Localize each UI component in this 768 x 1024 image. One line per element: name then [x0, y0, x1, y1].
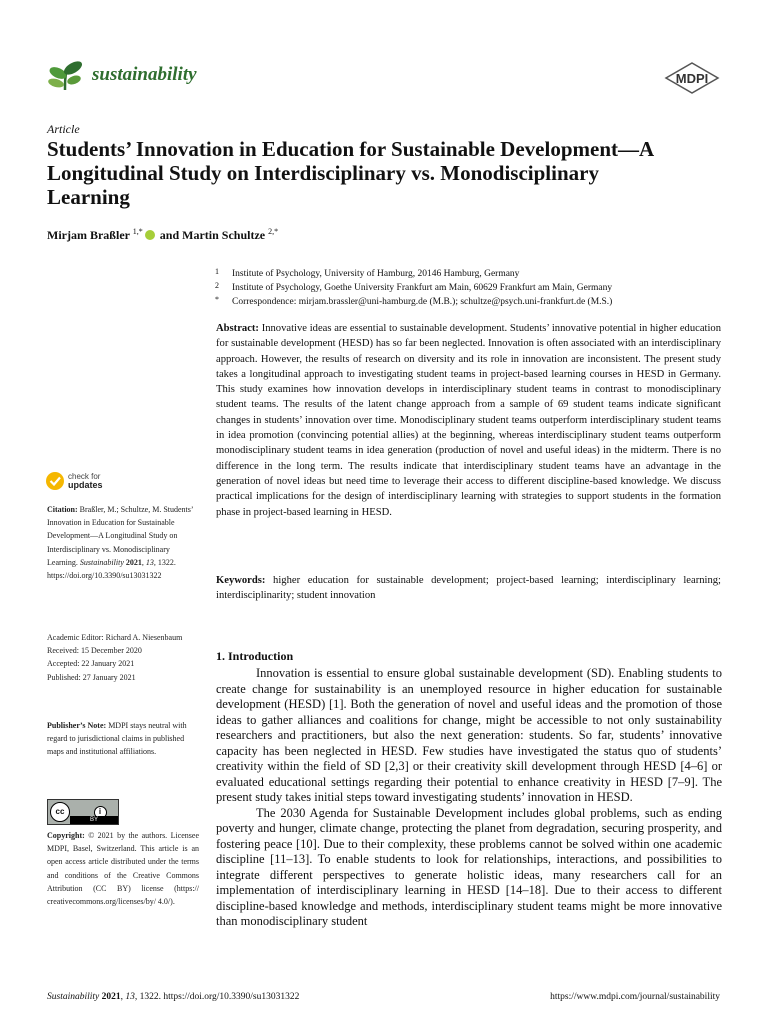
author-affiliation-mark: 2,* — [268, 227, 279, 236]
academic-editor: Academic Editor: Richard A. Niesenbaum — [47, 633, 183, 642]
author-name: Martin Schultze — [182, 228, 266, 242]
copyright-block — [47, 829, 199, 908]
publisher-note — [47, 719, 199, 759]
keywords-label: Keywords: — [216, 575, 266, 586]
received-date: Received: 15 December 2020 — [47, 646, 142, 656]
footer-volume: 13 — [125, 992, 135, 1002]
copyright-text: © 2021 by the authors. Licensee MDPI, Basel, Switzerland. This article is an open access article distributed under the terms and conditions of the Creative Commons Attribution (CC BY) license (https:// creativecommons.org/licenses/by/ 4.0/). — [47, 831, 200, 907]
publisher-note-label: Publisher’s Note: — [47, 721, 107, 730]
paragraph: Innovation is essential to ensure global sustainable development (SD). Enabling students to create change for sustainability is an unemployed resource in higher education for sustainable development (HESD) [1]. Both the generation of novel and useful ideas and the promotion of those ideas to gather alliances and coalitions for change, might be accessible to not only sustainability researchers and practitioners, but also the next generation: students. So far, students’ innovative capacity has been neglected in HESD. Few studies have investigated the status quo of students’ creativity within the field of SD [2,3] or their creativity skill development through HESD [4–6] or evaluated educational settings regarding their potential to enhance creativity in HESD [7–9]. The present study takes initial steps toward investigating students’ innovation in HESD. — [216, 666, 722, 804]
check-for-updates-icon[interactable] — [45, 469, 65, 498]
affiliation-mark: 1 — [215, 267, 219, 276]
affiliation-text: Institute of Psychology, Goethe University Frankfurt am Main, 60629 Frankfurt am Main, Germany — [232, 283, 613, 293]
article-title: Students’ Innovation in Education for Sustainable Development—A Longitudinal Study on Interdisciplinary vs. Monodisciplinary Learning — [47, 137, 653, 209]
affiliation-text: Institute of Psychology, University of Hamburg, 20146 Hamburg, Germany — [232, 269, 520, 279]
section-title: 1. Introduction — [216, 649, 294, 663]
attribution-person-icon: i — [94, 806, 107, 819]
abstract-label: Abstract: — [216, 323, 259, 334]
publisher-name: MDPI — [675, 71, 709, 86]
correspondence — [215, 293, 612, 309]
footer-journal-url[interactable]: https://www.mdpi.com/journal/sustainability — [550, 992, 720, 1002]
keywords-text: higher education for sustainable development; project-based learning; interdisciplinary learning; interdisciplinarity; student innovation — [216, 575, 721, 602]
citation-volume: 13 — [145, 557, 154, 567]
author-list — [47, 227, 278, 243]
check-line-bold: updates — [68, 480, 103, 490]
cc-circle: cc — [50, 802, 70, 822]
cc-by-label: BY — [70, 816, 118, 824]
accepted-date: Accepted: 22 January 2021 — [47, 659, 135, 669]
publisher-note-text: MDPI stays neutral with regard to jurisdictional claims in published maps and institutional affiliations. — [47, 721, 187, 757]
mdpi-logo-icon — [664, 62, 720, 101]
affiliation-mark: 2 — [215, 281, 219, 290]
keywords — [216, 573, 721, 604]
footer-citation: Sustainability 2021, 13, 1322. https://doi.org/10.3390/su13031322 — [47, 992, 300, 1002]
published-date: Published: 27 January 2021 — [47, 672, 136, 682]
author-affiliation-mark: 1,* — [132, 227, 143, 236]
citation-label: Citation: — [47, 505, 78, 514]
affiliation-mark: * — [215, 295, 219, 304]
article-type: Article — [47, 122, 80, 136]
orcid-icon[interactable] — [145, 230, 155, 240]
citation-block: Citation: Braßler, M.; Schultze, M. Students’ Innovation in Education for Sustainable Development—A Longitudinal Study on Interdisciplinary vs. Monodisciplinary Learning. Sustainability 2021, 13, 1322. https://doi.org/10.3390/su13031322 — [47, 505, 193, 581]
footer-year: 2021 — [101, 992, 121, 1002]
paragraph: The 2030 Agenda for Sustainable Development includes global problems, such as ending poverty and hunger, climate change, protecting the planet from degradation, securing prosperity, and fostering peace [10]. Due to their complexity, these problems cannot be solved within one academic discipline [11–13]. To enable students to look for relationships, interactions, and possibilities to integrate different perspectives to generate holistic ideas, many researchers call for an implementation of interdisciplinary learning in HESD [14–18]. Due to their access to different discipline-based knowledge and methods, interdisciplinary student teams might be more innovative than monodisciplinary student — [216, 805, 722, 928]
author-connector: and — [159, 228, 180, 242]
abstract-text: Innovative ideas are essential to sustainable development. Students’ innovative potential in higher education for sustainable development (HESD) has so far been neglected. Innovation is often associated with an interdisciplinary approach. However, the results of research on diversity and its role in innovation are inconsistent. The present study takes a longitudinal approach to investigating student teams in project-based learning courses in HESD in Germany. This study examines how innovation develops in interdisciplinary student teams in contrast to monodisciplinary student teams. The results of the latent change approach from a sample of 69 student teams indicate significant changes in students’ innovation over time. Monodisciplinary student teams outperform interdisciplinary student teams in idea promotion (convincing potential allies) at the beginning, whereas interdisciplinary student teams outperform monodisciplinary student teams in idea generation (production of novel and useful ideas) in the midterm. There is no difference in the long term. The results indicate that interdisciplinary student teams have an advantage in the generation of novel ideas but need time to leverage their access to different discipline-based knowledge. We discuss practical implications for the design of interdisciplinary learning with strategies to support students in the formation phase in project-based learning in HESD. — [216, 323, 721, 518]
author-name: Mirjam Braßler — [47, 228, 130, 242]
citation-year: 2021 — [125, 557, 142, 567]
footer-doi: , 1322. https://doi.org/10.3390/su13031322 — [134, 992, 300, 1002]
cc-by-license-icon[interactable] — [47, 799, 119, 825]
sustainability-logo-icon — [45, 58, 85, 97]
citation-doi: , 1322. https://doi.org/10.3390/su13031322 — [47, 557, 176, 581]
section-body — [216, 666, 722, 930]
journal-name: sustainability — [92, 64, 197, 85]
check-line: check for — [68, 472, 101, 481]
footer-journal: Sustainability — [47, 992, 100, 1002]
publication-dates — [47, 631, 199, 684]
copyright-label: Copyright: — [47, 831, 85, 840]
citation-journal: Sustainability — [79, 557, 124, 567]
citation-text: Braßler, M.; Schultze, M. Students’ Innovation in Education for Sustainable Development—A Longitudinal Study on Interdisciplinary vs. Monodisciplinary Learning. — [47, 505, 193, 567]
correspondence-text: Correspondence: mirjam.brassler@uni-hamburg.de (M.B.); schultze@psych.uni-frankfurt.de (M.S.) — [232, 297, 613, 307]
check-for-updates-link[interactable] — [68, 472, 103, 490]
abstract — [216, 321, 721, 520]
